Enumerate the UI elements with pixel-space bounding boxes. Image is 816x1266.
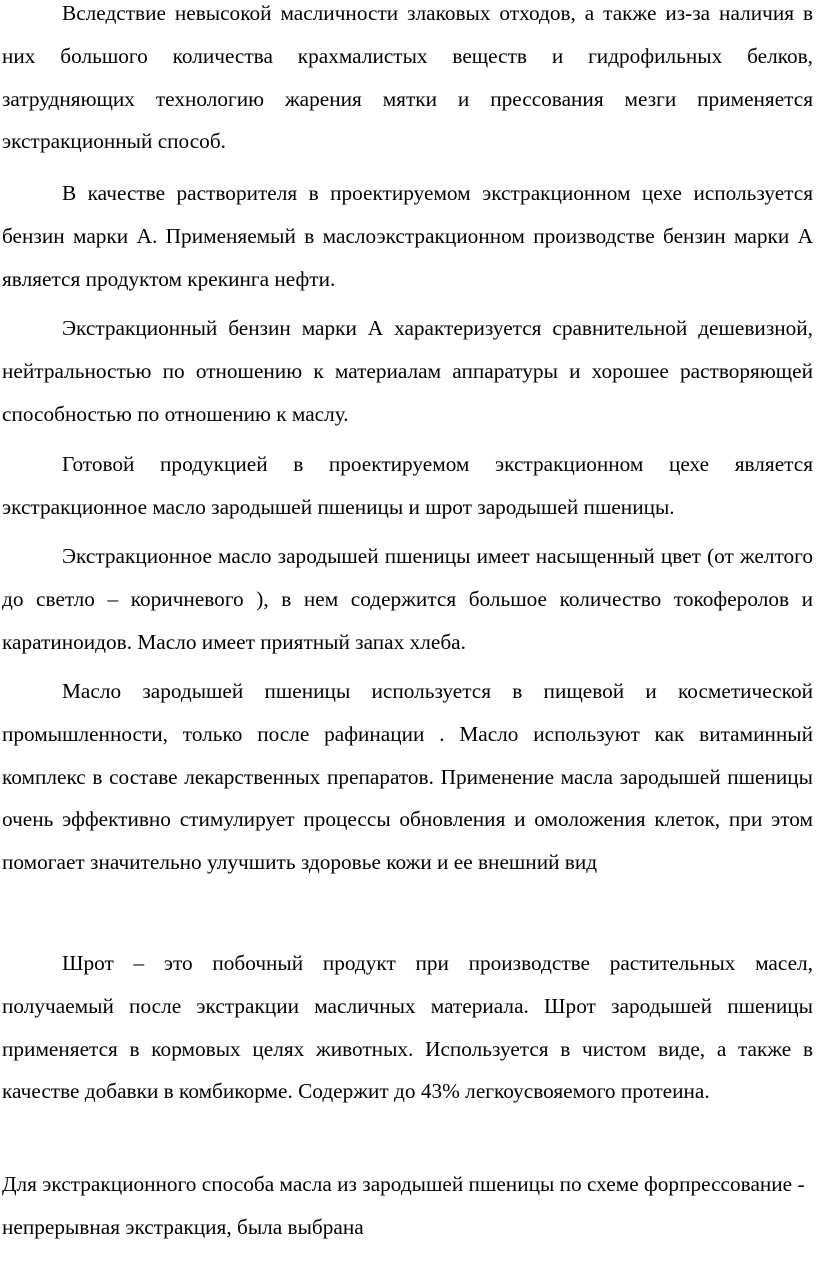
paragraph-extraction-method: Вследствие невысокой масличности злаковых отходов, а также из-за наличия в них большого количества крахмалистых веществ и гидрофильных белков, затрудняющих технологию жарения мятки и прессования мезги применяется экстракционный способ. [2,1,813,154]
paragraph-oil-usage: Масло зародышей пшеницы используется в пищевой и косметической промышленности, только после рафинации . Масло используют как витаминный комплекс в составе лекарственных препаратов. Применение масла зародышей пшеницы очень эффективно стимулирует процессы обновления и омоложения клеток, при этом помогает значительно улучшить здоровье кожи и ее внешний вид [2,679,813,875]
paragraph-oil-description: Экстракционное масло зародышей пшеницы имеет насыщенный цвет (от желтого до светло – коричневого ), в нем содержится большое количество токоферолов и каратиноидов. Масло имеет приятный запах хлеба. [2,544,813,654]
paragraph-gasoline-properties: Экстракционный бензин марки А характеризуется сравнительной дешевизной, нейтральностью по отношению к материалам аппаратуры и хорошее растворяющей способностью по отношению к маслу. [2,316,813,426]
paragraph-finished-products: Готовой продукцией в проектируемом экстракционном цехе является экстракционное масло зародышей пшеницы и шрот зародышей пшеницы. [2,452,813,519]
paragraph-meal: Шрот – это побочный продукт при производстве растительных масел, получаемый после экстракции масличных материала. Шрот зародышей пшеницы применяется в кормовых целях животных. Используется в чистом виде, а также в качестве добавки в комбикорме. Содержит до 43% легкоусвояемого протеина. [2,951,813,1104]
paragraph-scheme-selection: Для экстракционного способа масла из зародышей пшеницы по схеме форпрессование - непрерывная экстракция, была выбрана [2,1172,805,1239]
paragraph-solvent: В качестве растворителя в проектируемом экстракционном цехе используется бензин марки А. Применяемый в маслоэкстракционном производстве бензин марки А является продуктом крекинга нефти. [2,181,813,291]
